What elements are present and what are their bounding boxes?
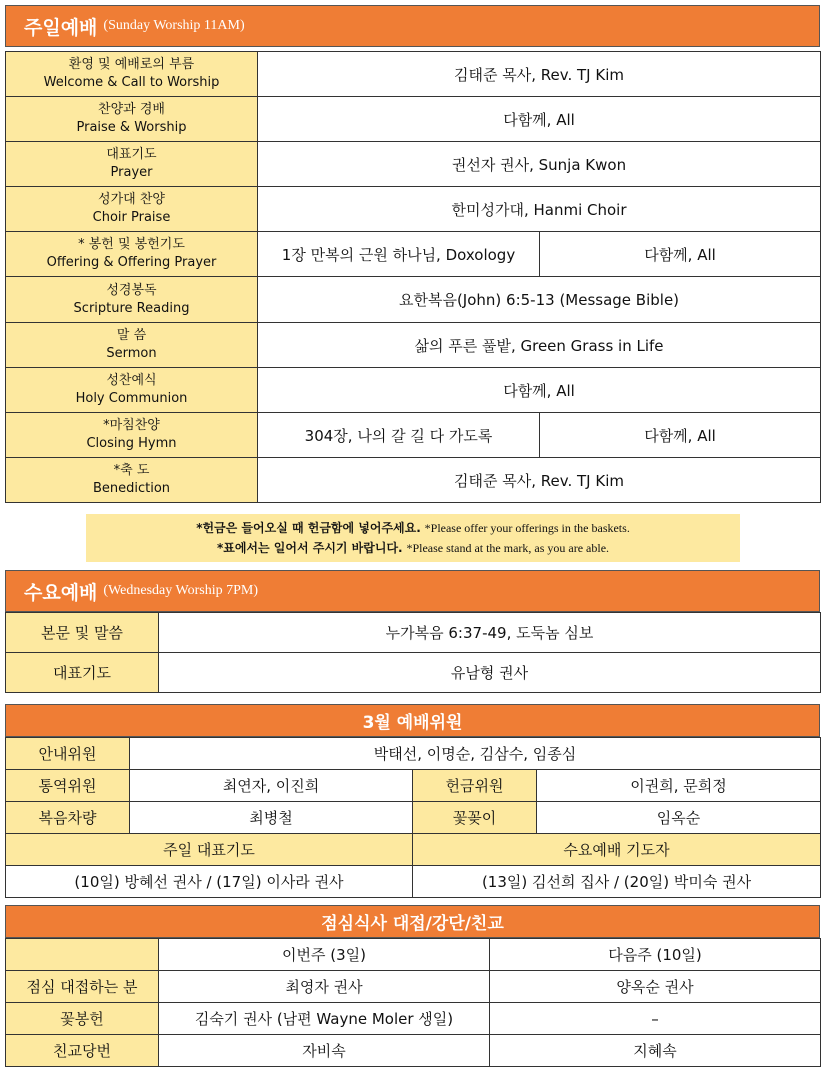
sunday-header: [5, 5, 820, 47]
this-week-value: 최영자 권사: [159, 971, 490, 1003]
row-label: 찬양과 경배 Praise & Worship: [6, 97, 258, 142]
table-row: [6, 653, 821, 693]
notice-line-1: *헌금은 들어오실 때 헌금함에 넣어주세요. *Please offer your offerings in the baskets.: [196, 521, 630, 535]
table-row: [6, 1035, 821, 1067]
row-label: *축 도 Benediction: [6, 458, 258, 503]
row-value: 다함께, All: [258, 368, 821, 413]
interpreter-value: 최연자, 이진희: [130, 770, 413, 802]
row-label: 대표기도 Prayer: [6, 142, 258, 187]
corner-cell: [6, 939, 159, 971]
table-row: [6, 368, 821, 413]
table-row: [6, 770, 821, 802]
next-week-value: 양옥순 권사: [490, 971, 821, 1003]
table-row: [6, 413, 821, 458]
table-row: [6, 802, 821, 834]
lunch-header: [5, 905, 820, 938]
lunch-title: 점심식사 대접/강단/친교: [321, 914, 504, 934]
row-label: 성경봉독 Scripture Reading: [6, 277, 258, 323]
this-week-header: 이번주 (3일): [159, 939, 490, 971]
row-value-2: 다함께, All: [540, 232, 821, 277]
row-value: 유남형 권사: [159, 653, 821, 693]
table-row: [6, 97, 821, 142]
usher-value: 박태선, 이명순, 김삼수, 임종심: [130, 738, 821, 770]
row-value: 304장, 나의 갈 길 다 가도록: [258, 413, 540, 458]
row-value-2: 다함께, All: [540, 413, 821, 458]
table-row: [6, 1003, 821, 1035]
wednesday-prayer-label: 수요예배 기도자: [413, 834, 821, 866]
march-committee-header: [5, 704, 820, 737]
flower-label: 꽃꽂이: [413, 802, 537, 834]
this-week-value: 김숙기 권사 (남편 Wayne Moler 생일): [159, 1003, 490, 1035]
row-label: * 봉헌 및 봉헌기도 Offering & Offering Prayer: [6, 232, 258, 277]
offering-label: 헌금위원: [413, 770, 537, 802]
row-label: 환영 및 예배로의 부름 Welcome & Call to Worship: [6, 52, 258, 97]
row-label: 성찬예식 Holy Communion: [6, 368, 258, 413]
table-row: [6, 834, 821, 866]
table-row: [6, 277, 821, 323]
notice-box: [86, 514, 740, 562]
row-label: 본문 및 말씀: [6, 613, 159, 653]
row-value: 삶의 푸른 풀밭, Green Grass in Life: [258, 323, 821, 368]
table-row: [6, 866, 821, 898]
row-label: 성가대 찬양 Choir Praise: [6, 187, 258, 232]
row-value: 권선자 권사, Sunja Kwon: [258, 142, 821, 187]
table-row: [6, 939, 821, 971]
row-label: 대표기도: [6, 653, 159, 693]
sunday-title: 주일예배: [24, 16, 98, 39]
table-row: [6, 613, 821, 653]
table-row: [6, 971, 821, 1003]
table-row: [6, 458, 821, 503]
table-row: [6, 187, 821, 232]
table-row: [6, 52, 821, 97]
row-label: 점심 대접하는 분: [6, 971, 159, 1003]
offering-value: 이권희, 문희정: [537, 770, 821, 802]
table-row: [6, 142, 821, 187]
this-week-value: 자비속: [159, 1035, 490, 1067]
wednesday-title-en: (Wednesday Worship 7PM): [103, 583, 259, 598]
row-value: 1장 만복의 근원 하나님, Doxology: [258, 232, 540, 277]
usher-label: 안내위원: [6, 738, 130, 770]
vehicle-label: 복음차량: [6, 802, 130, 834]
row-value: 김태준 목사, Rev. TJ Kim: [258, 52, 821, 97]
table-row: [6, 738, 821, 770]
sunday-prayer-value: (10일) 방혜선 권사 / (17일) 이사라 권사: [6, 866, 413, 898]
table-row: [6, 232, 821, 277]
next-week-value: 지혜속: [490, 1035, 821, 1067]
row-value: 김태준 목사, Rev. TJ Kim: [258, 458, 821, 503]
row-value: 누가복음 6:37-49, 도둑놈 심보: [159, 613, 821, 653]
row-value: 한미성가대, Hanmi Choir: [258, 187, 821, 232]
next-week-value: –: [490, 1003, 821, 1035]
row-label: 말 씀 Sermon: [6, 323, 258, 368]
next-week-header: 다음주 (10일): [490, 939, 821, 971]
sunday-title-en: (Sunday Worship 11AM): [103, 18, 245, 33]
table-row: [6, 323, 821, 368]
row-label: 친교당번: [6, 1035, 159, 1067]
march-committee-title: 3월 예배위원: [362, 713, 463, 733]
march-committee-table: [5, 737, 821, 898]
row-value: 요한복음(John) 6:5-13 (Message Bible): [258, 277, 821, 323]
sunday-order-table: [5, 51, 821, 503]
notice-line-2: *표에서는 일어서 주시기 바랍니다. *Please stand at the mark, as you are able.: [216, 541, 610, 555]
wednesday-table: [5, 612, 821, 693]
row-value: 다함께, All: [258, 97, 821, 142]
sunday-prayer-label: 주일 대표기도: [6, 834, 413, 866]
row-label: *마침찬양 Closing Hymn: [6, 413, 258, 458]
vehicle-value: 최병철: [130, 802, 413, 834]
wednesday-prayer-value: (13일) 김선희 집사 / (20일) 박미숙 권사: [413, 866, 821, 898]
wednesday-title: 수요예배: [24, 581, 98, 604]
lunch-table: [5, 938, 821, 1067]
row-label: 꽃봉헌: [6, 1003, 159, 1035]
wednesday-header: [5, 570, 820, 612]
interpreter-label: 통역위원: [6, 770, 130, 802]
flower-value: 임옥순: [537, 802, 821, 834]
